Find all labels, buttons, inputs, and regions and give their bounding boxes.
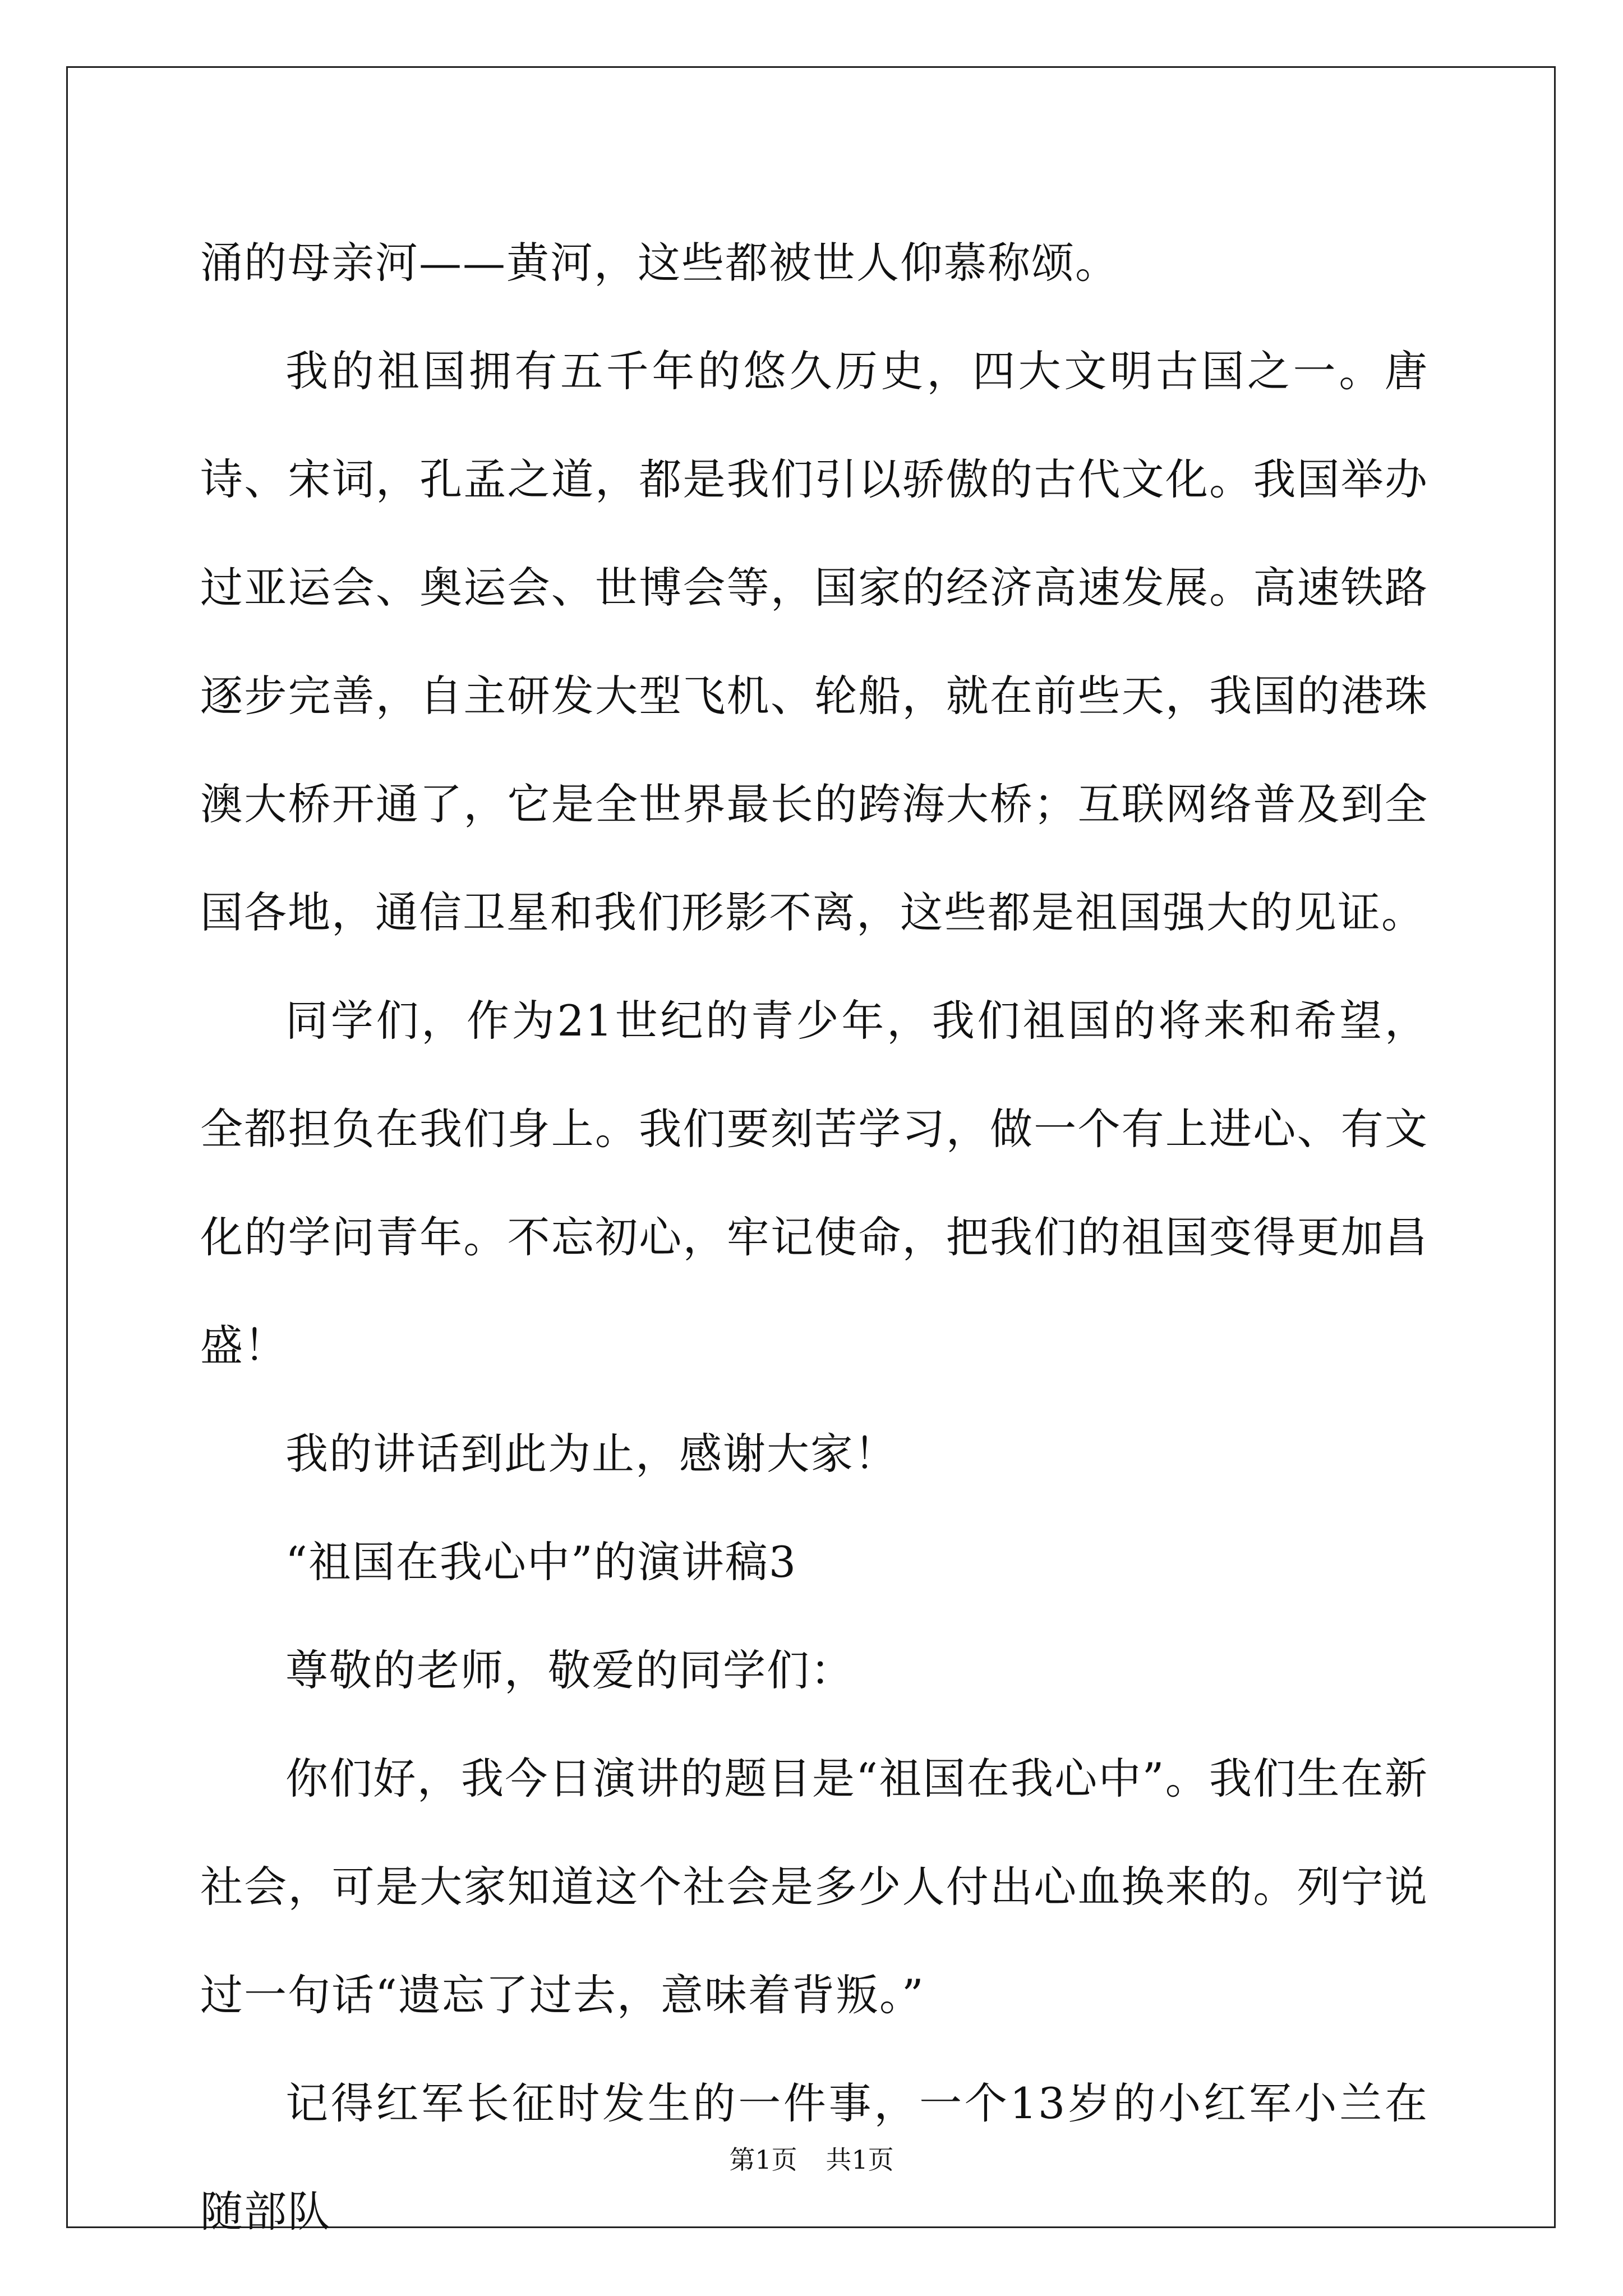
page-footer — [0, 2143, 1623, 2177]
paragraph-7: 你们好，我今日演讲的题目是“祖国在我心中”。我们生在新社会，可是大家知道这个社会是多少人付出心血换来的。列宁说过一句话“遗忘了过去，意味着背叛。” — [200, 1754, 1428, 2020]
salutation: 尊敬的老师，敬爱的同学们： — [285, 1645, 854, 1695]
paragraph-4: 我的讲话到此为止，感谢大家！ — [285, 1429, 898, 1479]
paragraph-1: 涌的母亲河——黄河，这些都被世人仰慕称颂。 — [200, 238, 1119, 288]
page-number: 第1页 — [729, 2145, 797, 2175]
document-body — [200, 209, 1428, 2266]
paragraph-3: 同学们，作为21世纪的青少年，我们祖国的将来和希望，全都担负在我们身上。我们要刻苦学习，做一个有上进心、有文化的学问青年。不忘初心，牢记使命，把我们的祖国变得更加昌盛！ — [200, 996, 1428, 1370]
page-total: 共1页 — [826, 2145, 894, 2175]
paragraph-8: 记得红军长征时发生的一件事，一个13岁的小红军小兰在随部队 — [200, 2078, 1428, 2237]
paragraph-2: 我的祖国拥有五千年的悠久历史，四大文明古国之一。唐诗、宋词，孔孟之道，都是我们引以骄傲的古代文化。我国举办过亚运会、奥运会、世博会等，国家的经济高速发展。高速铁路逐步完善，自主研发大型飞机、轮船，就在前些天，我国的港珠澳大桥开通了，它是全世界最长的跨海大桥；互联网络普及到全国各地，通信卫星和我们形影不离，这些都是祖国强大的见证。 — [200, 346, 1428, 937]
section-heading: “祖国在我心中”的演讲稿3 — [285, 1537, 797, 1587]
